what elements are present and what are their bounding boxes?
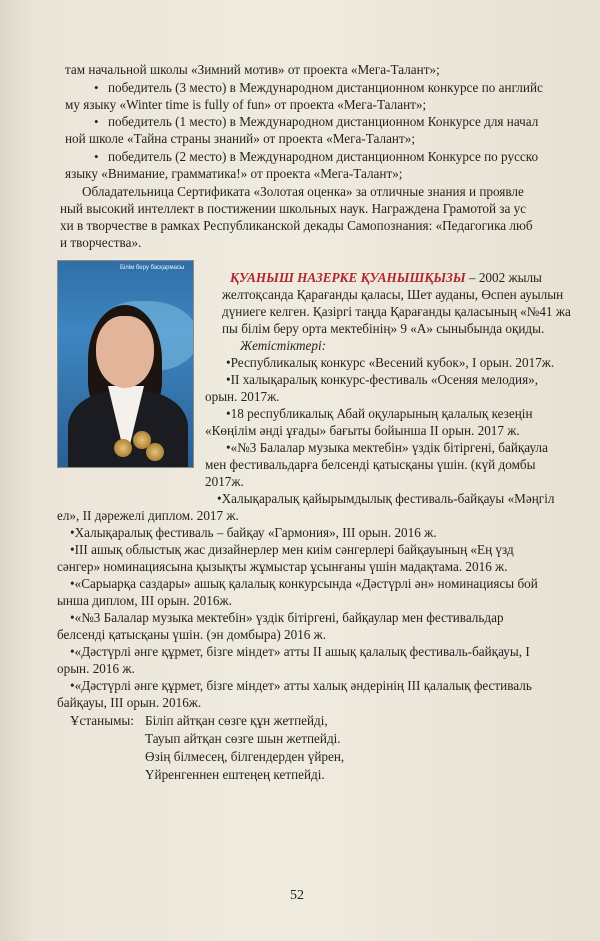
bullet: • (94, 114, 99, 129)
text-line: сәнгер» номинациясына қызықты жұмыстар ұсынғаны үшін мадақтама. 2016 ж. (57, 559, 508, 574)
text-line: •«№3 Балалар музыка мектебін» үздік бітіргені, байқаула (226, 440, 548, 455)
text-line: •«Дәстүрлі әнге құрмет, бізге міндет» атты II ашық қалалық фестиваль-байқауы, I (70, 644, 530, 659)
student-photo (58, 261, 193, 467)
text-line: ной школе «Тайна страны знаний» от проекта «Мега-Талант»; (65, 131, 416, 146)
motto-line: Үйренгеннен ештеңең кетпейді. (145, 767, 325, 782)
text-line: желтоқсанда Қарағанды қаласы, Шет ауданы, Өспен ауылын (222, 287, 564, 302)
photo-banner-text: Білім беру басқармасы (120, 265, 185, 271)
text-line: •«Дәстүрлі әнге құрмет, бізге міндет» атты халық әндерінің III қалалық фестиваль (70, 678, 532, 693)
text-line: языку «Внимание, грамматика!» от проекта «Мега-Талант»; (65, 166, 403, 181)
text-line: •Халықаралық фестиваль – байқау «Гармония», III орын. 2016 ж. (70, 525, 437, 540)
bio-heading-line: ҚУАНЫШ НАЗЕРКЕ ҚУАНЫШҚЫЗЫ – 2002 жылы (230, 270, 542, 285)
text-line: ынша диплом, III орын. 2016ж. (57, 593, 232, 608)
text-line: ный высокий интеллект в постижении школьных наук. Награждена Грамотой за ус (60, 201, 527, 216)
face-shape (96, 316, 154, 388)
text-line: мен фестивальдарға белсенді қатысқаны үшін. (күй домбы (205, 457, 536, 472)
text-line: му языку «Winter time is fully of fun» от проекта «Мега-Талант»; (65, 97, 427, 112)
text-line: победитель (3 место) в Международном дистанционном конкурсе по английс (108, 80, 543, 95)
motto-line: Тауып айтқан сөзге шын жетпейді. (145, 731, 341, 746)
text-line: хи в творчестве в рамках Республиканской декады Самопознания: «Педагогика люб (60, 218, 533, 233)
text-line: •III ашық облыстық жас дизайнерлер мен киім сәнгерлері байқауының «Ең үзд (70, 542, 514, 557)
bullet: • (94, 149, 99, 164)
motto-line: Біліп айтқан сөзге құн жетпейді, (145, 713, 328, 728)
text-line: белсенді қатысқаны үшін. (эн домбыра) 2016 ж. (57, 627, 327, 642)
text-line: •18 республикалық Абай оқуларының қалалық кезеңін (226, 406, 533, 421)
text-line: «Көңілім әнді ұғады» бағыты бойынша II орын. 2017 ж. (205, 423, 520, 438)
text-line: орын. 2016 ж. (57, 661, 135, 676)
achievements-heading: Жетістіктері: (240, 338, 327, 353)
motto-line: Өзің білмесең, білгендерден үйрен, (145, 749, 345, 764)
motto-label: Ұстанымы: (70, 713, 134, 728)
text-line: победитель (1 место) в Международном дистанционном Конкурсе для начал (108, 114, 539, 129)
text-line: ел», II дәрежелі диплом. 2017 ж. (57, 508, 239, 523)
text-line: орын. 2017ж. (205, 389, 280, 404)
bullet: • (94, 80, 99, 95)
text-line: •«Сарыарқа саздары» ашық қалалық конкурсында «Дәстүрлі ән» номинациясы бой (70, 576, 538, 591)
text-line: •Республикалық конкурс «Весений кубок», I орын. 2017ж. (226, 355, 555, 370)
text-line: победитель (2 место) в Международном дистанционном Конкурсе по русско (108, 149, 539, 164)
text-line: Обладательница Сертификата «Золотая оценка» за отличные знания и проявле (82, 184, 524, 199)
page-number: 52 (290, 888, 304, 903)
text-line: байқауы, III орын. 2016ж. (57, 695, 202, 710)
medal-icon (146, 443, 164, 461)
text-line: •II халықаралық конкурс-фестиваль «Осеняя мелодия», (226, 372, 539, 387)
student-name: ҚУАНЫШ НАЗЕРКЕ ҚУАНЫШҚЫЗЫ (230, 270, 466, 285)
text-line: дүниеге келген. Қазіргі таңда Қарағанды қаласының «№41 жа (222, 304, 571, 319)
text-line: пы білім беру орта мектебінің» 9 «А» сыныбында оқиды. (222, 321, 545, 336)
text-line: 2017ж. (205, 474, 244, 489)
text-line: •«№3 Балалар музыка мектебін» үздік бітіргені, байқаулар мен фестивальдар (70, 610, 504, 625)
text-line: там начальной школы «Зимний мотив» от проекта «Мега-Талант»; (65, 62, 440, 77)
text-line: и творчества». (60, 235, 142, 250)
text-line: •Халықаралық қайырымдылық фестиваль-байқауы «Мәңгіл (217, 491, 555, 506)
medal-icon (114, 439, 132, 457)
